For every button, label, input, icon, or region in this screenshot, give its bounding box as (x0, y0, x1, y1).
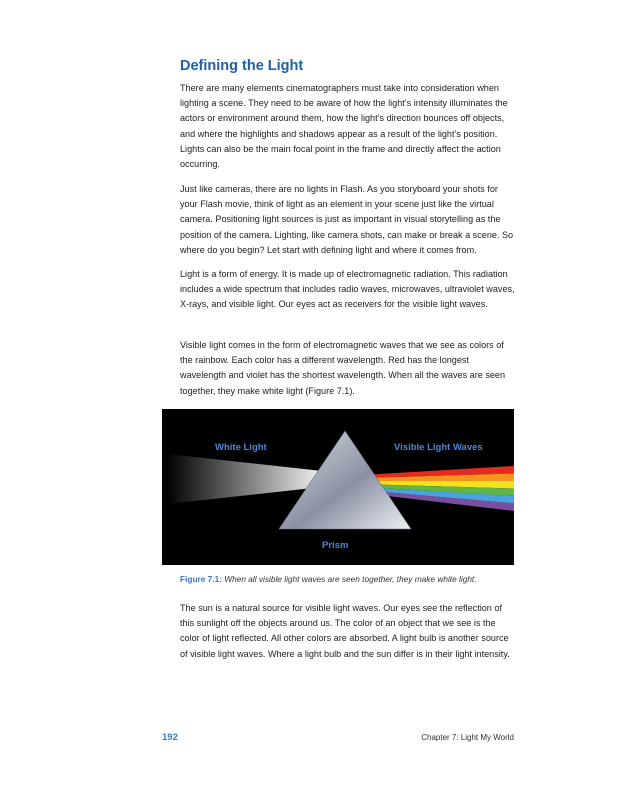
paragraph-1: There are many elements cinematographers must take into consideration when lighting a scene. They need to be aware of how the light’s intensity illuminates the actors or environment around them, how the light’s direction bounces off objects, and where the highlights and shadows appear as a result of the light’s position. Lights can also be the main focal point in the frame and directly affect the action occurring. (180, 83, 508, 170)
caption-number: Figure 7.1: (180, 574, 222, 584)
caption-text: When all visible light waves are seen together, they make white light. (224, 574, 477, 584)
page-number: 192 (162, 732, 178, 743)
prism-figure (162, 409, 514, 565)
white-light-label: White Light (215, 442, 267, 453)
figure-caption (180, 574, 477, 584)
white-light-beam (167, 454, 322, 504)
paragraph-5: The sun is a natural source for visible light waves. Our eyes see the reflection of this sunlight off the objects around us. The color of an object that we see is the color of light reflected. All other colors are absorbed. A light bulb is another source of visible light waves. Where a light bulb and the sun differ is in their light intensity. (180, 603, 510, 659)
paragraph-2: Just like cameras, there are no lights in Flash. As you storyboard your shots for your Flash movie, think of light as an element in your scene just like the virtual camera. Positioning light sources is just as important in visual storytelling as the position of the camera. Lighting, like camera shots, can make or break a scene. So where do you begin? Let start with defining light and where it comes from. (180, 184, 514, 255)
visible-light-waves-label: Visible Light Waves (394, 442, 483, 453)
chapter-footer: Chapter 7: Light My World (421, 733, 514, 742)
paragraph-3: Light is a form of energy. It is made up of electromagnetic radiation. This radiation includes a wide spectrum that includes radio waves, microwaves, ultraviolet waves, X-rays, and visible light. Our eyes act as receivers for the visible light waves. (180, 269, 515, 310)
section-heading: Defining the Light (180, 58, 304, 74)
paragraph-4: Visible light comes in the form of electromagnetic waves that we see as colors of the rainbow. Each color has a different wavelength. Red has the longest wavelength and violet has the shortest wavelength. When all the waves are seen together, they make white light (Figure 7.1). (180, 340, 506, 396)
prism-label: Prism (322, 540, 349, 551)
